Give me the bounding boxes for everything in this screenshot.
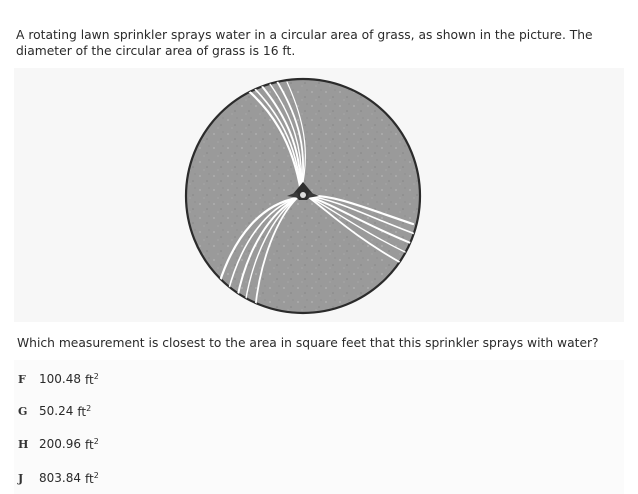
- choice-unit: $ft^2$: [85, 470, 99, 486]
- sprinkler-figure: [183, 74, 423, 318]
- choice-f[interactable]: [18, 370, 99, 388]
- choice-j[interactable]: [18, 469, 99, 487]
- choice-unit: $ft^2$: [85, 371, 99, 387]
- choice-value: 100.48: [39, 372, 81, 386]
- choice-letter: G: [18, 404, 28, 418]
- choice-unit: $ft^2$: [77, 403, 92, 419]
- question-prompt: Which measurement is closest to the area in square feet that this sprinkler sprays with water?: [17, 336, 599, 350]
- choice-letter: H: [18, 437, 29, 451]
- choice-g[interactable]: [18, 402, 91, 420]
- question-text: A rotating lawn sprinkler sprays water in a circular area of grass, as shown in the picture. The diameter of the circular area of grass is 16 ft.: [16, 28, 593, 58]
- choices-background: [14, 360, 624, 494]
- choice-h[interactable]: [18, 435, 99, 453]
- choice-value: 50.24: [39, 404, 74, 418]
- sprinkler-diagram: [183, 74, 423, 318]
- choice-letter: J: [18, 471, 24, 485]
- choice-value: 803.84: [39, 471, 81, 485]
- choice-unit: $ft^2$: [85, 436, 99, 452]
- choice-value: 200.96: [39, 437, 81, 451]
- choice-letter: F: [18, 372, 26, 386]
